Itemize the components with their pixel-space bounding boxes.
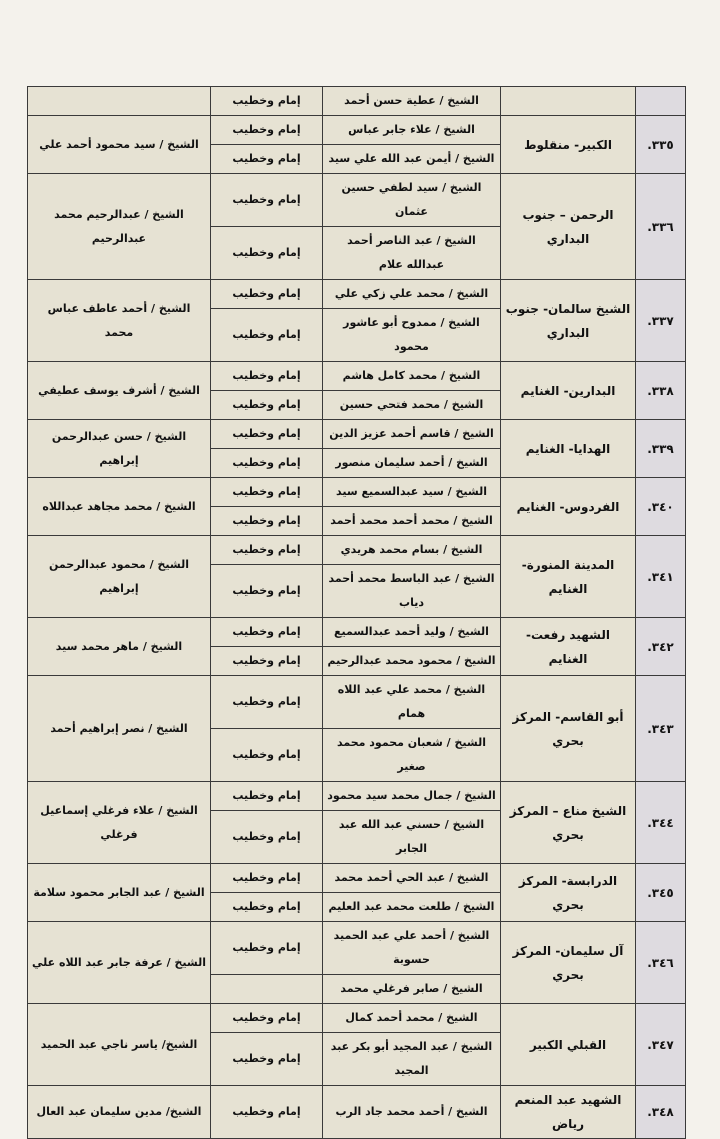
imam-name: الشيخ / أحمد محمد جاد الرب xyxy=(323,1086,501,1139)
imam-name: الشيخ / حسني عبد الله عبد الجابر xyxy=(323,811,501,864)
imam-name: الشيخ / محمود محمد عبدالرحيم xyxy=(323,647,501,676)
supervisor-name: الشيخ / أحمد عاطف عباس محمد xyxy=(28,280,211,362)
mosque-name: الرحمن – جنوب البداري xyxy=(501,174,636,280)
imam-role: إمام وخطيب xyxy=(211,227,323,280)
imam-role: إمام وخطيب xyxy=(211,174,323,227)
supervisor-name: الشيخ / محمود عبدالرحمن إبراهيم xyxy=(28,536,211,618)
table-row xyxy=(28,362,686,391)
imam-role: إمام وخطيب xyxy=(211,1033,323,1086)
imam-name: الشيخ / سيد لطفي حسين عثمان xyxy=(323,174,501,227)
row-number: ٣٣٦. xyxy=(636,174,686,280)
table-row xyxy=(28,1086,686,1139)
mosque-name: أبو القاسم- المركز بحري xyxy=(501,676,636,782)
imam-name: الشيخ / طلعت محمد عبد العليم xyxy=(323,893,501,922)
imam-name: الشيخ / جمال محمد سيد محمود xyxy=(323,782,501,811)
mosque-name: الشيخ سالمان- جنوب البداري xyxy=(501,280,636,362)
supervisor-name: الشيخ / نصر إبراهيم أحمد xyxy=(28,676,211,782)
imam-role: إمام وخطيب xyxy=(211,280,323,309)
imam-role: إمام وخطيب xyxy=(211,420,323,449)
imam-role: إمام وخطيب xyxy=(211,729,323,782)
mosque-name: الشيخ مناع – المركز بحري xyxy=(501,782,636,864)
imam-name: الشيخ / محمد أحمد محمد أحمد xyxy=(323,507,501,536)
row-number: ٣٤٦. xyxy=(636,922,686,1004)
imam-role: إمام وخطيب xyxy=(211,449,323,478)
supervisor-name: الشيخ / ماهر محمد سيد xyxy=(28,618,211,676)
imam-role: إمام وخطيب xyxy=(211,864,323,893)
imam-name: الشيخ / محمد كامل هاشم xyxy=(323,362,501,391)
row-number: ٣٣٥. xyxy=(636,116,686,174)
imam-role: إمام وخطيب xyxy=(211,811,323,864)
imam-role: إمام وخطيب xyxy=(211,391,323,420)
supervisor-name: الشيخ / محمد مجاهد عبداللاه xyxy=(28,478,211,536)
mosque-name: المدينة المنورة- الغنايم xyxy=(501,536,636,618)
row-number xyxy=(636,87,686,116)
supervisor-name: الشيخ / عبدالرحيم محمد عبدالرحيم xyxy=(28,174,211,280)
mosque-name: الدرابسة- المركز بحري xyxy=(501,864,636,922)
supervisor-name: الشيخ/ مدين سليمان عبد العال xyxy=(28,1086,211,1139)
mosque-name: الفردوس- الغنايم xyxy=(501,478,636,536)
supervisor-name: الشيخ / علاء فرغلي إسماعيل فرغلي xyxy=(28,782,211,864)
imam-role: إمام وخطيب xyxy=(211,565,323,618)
imam-name: الشيخ / شعبان محمود محمد صغير xyxy=(323,729,501,782)
imam-name: الشيخ / علاء جابر عباس xyxy=(323,116,501,145)
row-number: ٣٣٩. xyxy=(636,420,686,478)
imam-name: الشيخ / بسام محمد هريدي xyxy=(323,536,501,565)
imam-role: إمام وخطيب xyxy=(211,676,323,729)
imam-name: الشيخ / محمد فتحي حسين xyxy=(323,391,501,420)
imams-table-body xyxy=(28,87,686,1139)
imam-name: الشيخ / أحمد علي عبد الحميد حسوبة xyxy=(323,922,501,975)
imam-name: الشيخ / صابر فرغلي محمد xyxy=(323,975,501,1004)
imam-name: الشيخ / محمد علي زكي علي xyxy=(323,280,501,309)
imam-name: الشيخ / ممدوح أبو عاشور محمود xyxy=(323,309,501,362)
table-row xyxy=(28,116,686,145)
imam-role: إمام وخطيب xyxy=(211,145,323,174)
imam-role: إمام وخطيب xyxy=(211,1086,323,1139)
mosque-name: البدارين- الغنايم xyxy=(501,362,636,420)
imam-role: إمام وخطيب xyxy=(211,309,323,362)
imam-role: إمام وخطيب xyxy=(211,507,323,536)
table-row xyxy=(28,618,686,647)
mosque-name: الشهيد عبد المنعم رياض xyxy=(501,1086,636,1139)
row-number: ٣٣٧. xyxy=(636,280,686,362)
imam-role xyxy=(211,975,323,1004)
row-number: ٣٣٨. xyxy=(636,362,686,420)
imam-name: الشيخ / عبد الناصر أحمد عبدالله علام xyxy=(323,227,501,280)
imam-name: الشيخ / عبد الباسط محمد أحمد دياب xyxy=(323,565,501,618)
mosque-name: الشهيد رفعت- الغنايم xyxy=(501,618,636,676)
imam-role: إمام وخطيب xyxy=(211,362,323,391)
row-number: ٣٤٠. xyxy=(636,478,686,536)
supervisor-name xyxy=(28,87,211,116)
imam-role: إمام وخطيب xyxy=(211,116,323,145)
row-number: ٣٤٧. xyxy=(636,1004,686,1086)
mosque-name: الكبير- منقلوط xyxy=(501,116,636,174)
imam-name: الشيخ / عطية حسن أحمد xyxy=(323,87,501,116)
imam-role: إمام وخطيب xyxy=(211,1004,323,1033)
table-row xyxy=(28,922,686,975)
imam-role: إمام وخطيب xyxy=(211,893,323,922)
supervisor-name: الشيخ / أشرف يوسف عطيفي xyxy=(28,362,211,420)
imam-role: إمام وخطيب xyxy=(211,647,323,676)
imam-name: الشيخ / محمد أحمد كمال xyxy=(323,1004,501,1033)
row-number: ٣٤٥. xyxy=(636,864,686,922)
mosque-name: آل سليمان- المركز بحري xyxy=(501,922,636,1004)
mosque-name: القبلي الكبير xyxy=(501,1004,636,1086)
row-number: ٣٤٢. xyxy=(636,618,686,676)
row-number: ٣٤٤. xyxy=(636,782,686,864)
imam-name: الشيخ / عبد المجيد أبو بكر عبد المجيد xyxy=(323,1033,501,1086)
imam-role: إمام وخطيب xyxy=(211,536,323,565)
mosque-name xyxy=(501,87,636,116)
supervisor-name: الشيخ/ ياسر ناجي عبد الحميد xyxy=(28,1004,211,1086)
imam-name: الشيخ / أيمن عبد الله علي سيد xyxy=(323,145,501,174)
row-number: ٣٤٨. xyxy=(636,1086,686,1139)
imam-name: الشيخ / أحمد سليمان منصور xyxy=(323,449,501,478)
table-row xyxy=(28,676,686,729)
supervisor-name: الشيخ / عرفة جابر عبد اللاه علي xyxy=(28,922,211,1004)
imam-name: الشيخ / قاسم أحمد عزيز الدين xyxy=(323,420,501,449)
row-number: ٣٤٣. xyxy=(636,676,686,782)
table-row xyxy=(28,280,686,309)
imam-role: إمام وخطيب xyxy=(211,478,323,507)
table-row xyxy=(28,420,686,449)
table-row xyxy=(28,864,686,893)
mosque-name: الهدايا- الغنايم xyxy=(501,420,636,478)
row-number: ٣٤١. xyxy=(636,536,686,618)
imam-name: الشيخ / محمد علي عبد اللاه همام xyxy=(323,676,501,729)
supervisor-name: الشيخ / عبد الجابر محمود سلامة xyxy=(28,864,211,922)
imam-name: الشيخ / سيد عبدالسميع سيد xyxy=(323,478,501,507)
imam-name: الشيخ / عبد الحي أحمد محمد xyxy=(323,864,501,893)
imam-role: إمام وخطيب xyxy=(211,782,323,811)
imam-role: إمام وخطيب xyxy=(211,87,323,116)
table-row xyxy=(28,87,686,116)
imams-table xyxy=(27,86,686,1139)
table-row xyxy=(28,1004,686,1033)
supervisor-name: الشيخ / سيد محمود أحمد علي xyxy=(28,116,211,174)
supervisor-name: الشيخ / حسن عبدالرحمن إبراهيم xyxy=(28,420,211,478)
imam-role: إمام وخطيب xyxy=(211,922,323,975)
table-row xyxy=(28,478,686,507)
table-row xyxy=(28,536,686,565)
imam-role: إمام وخطيب xyxy=(211,618,323,647)
imam-name: الشيخ / وليد أحمد عبدالسميع xyxy=(323,618,501,647)
table-row xyxy=(28,782,686,811)
table-row xyxy=(28,174,686,227)
